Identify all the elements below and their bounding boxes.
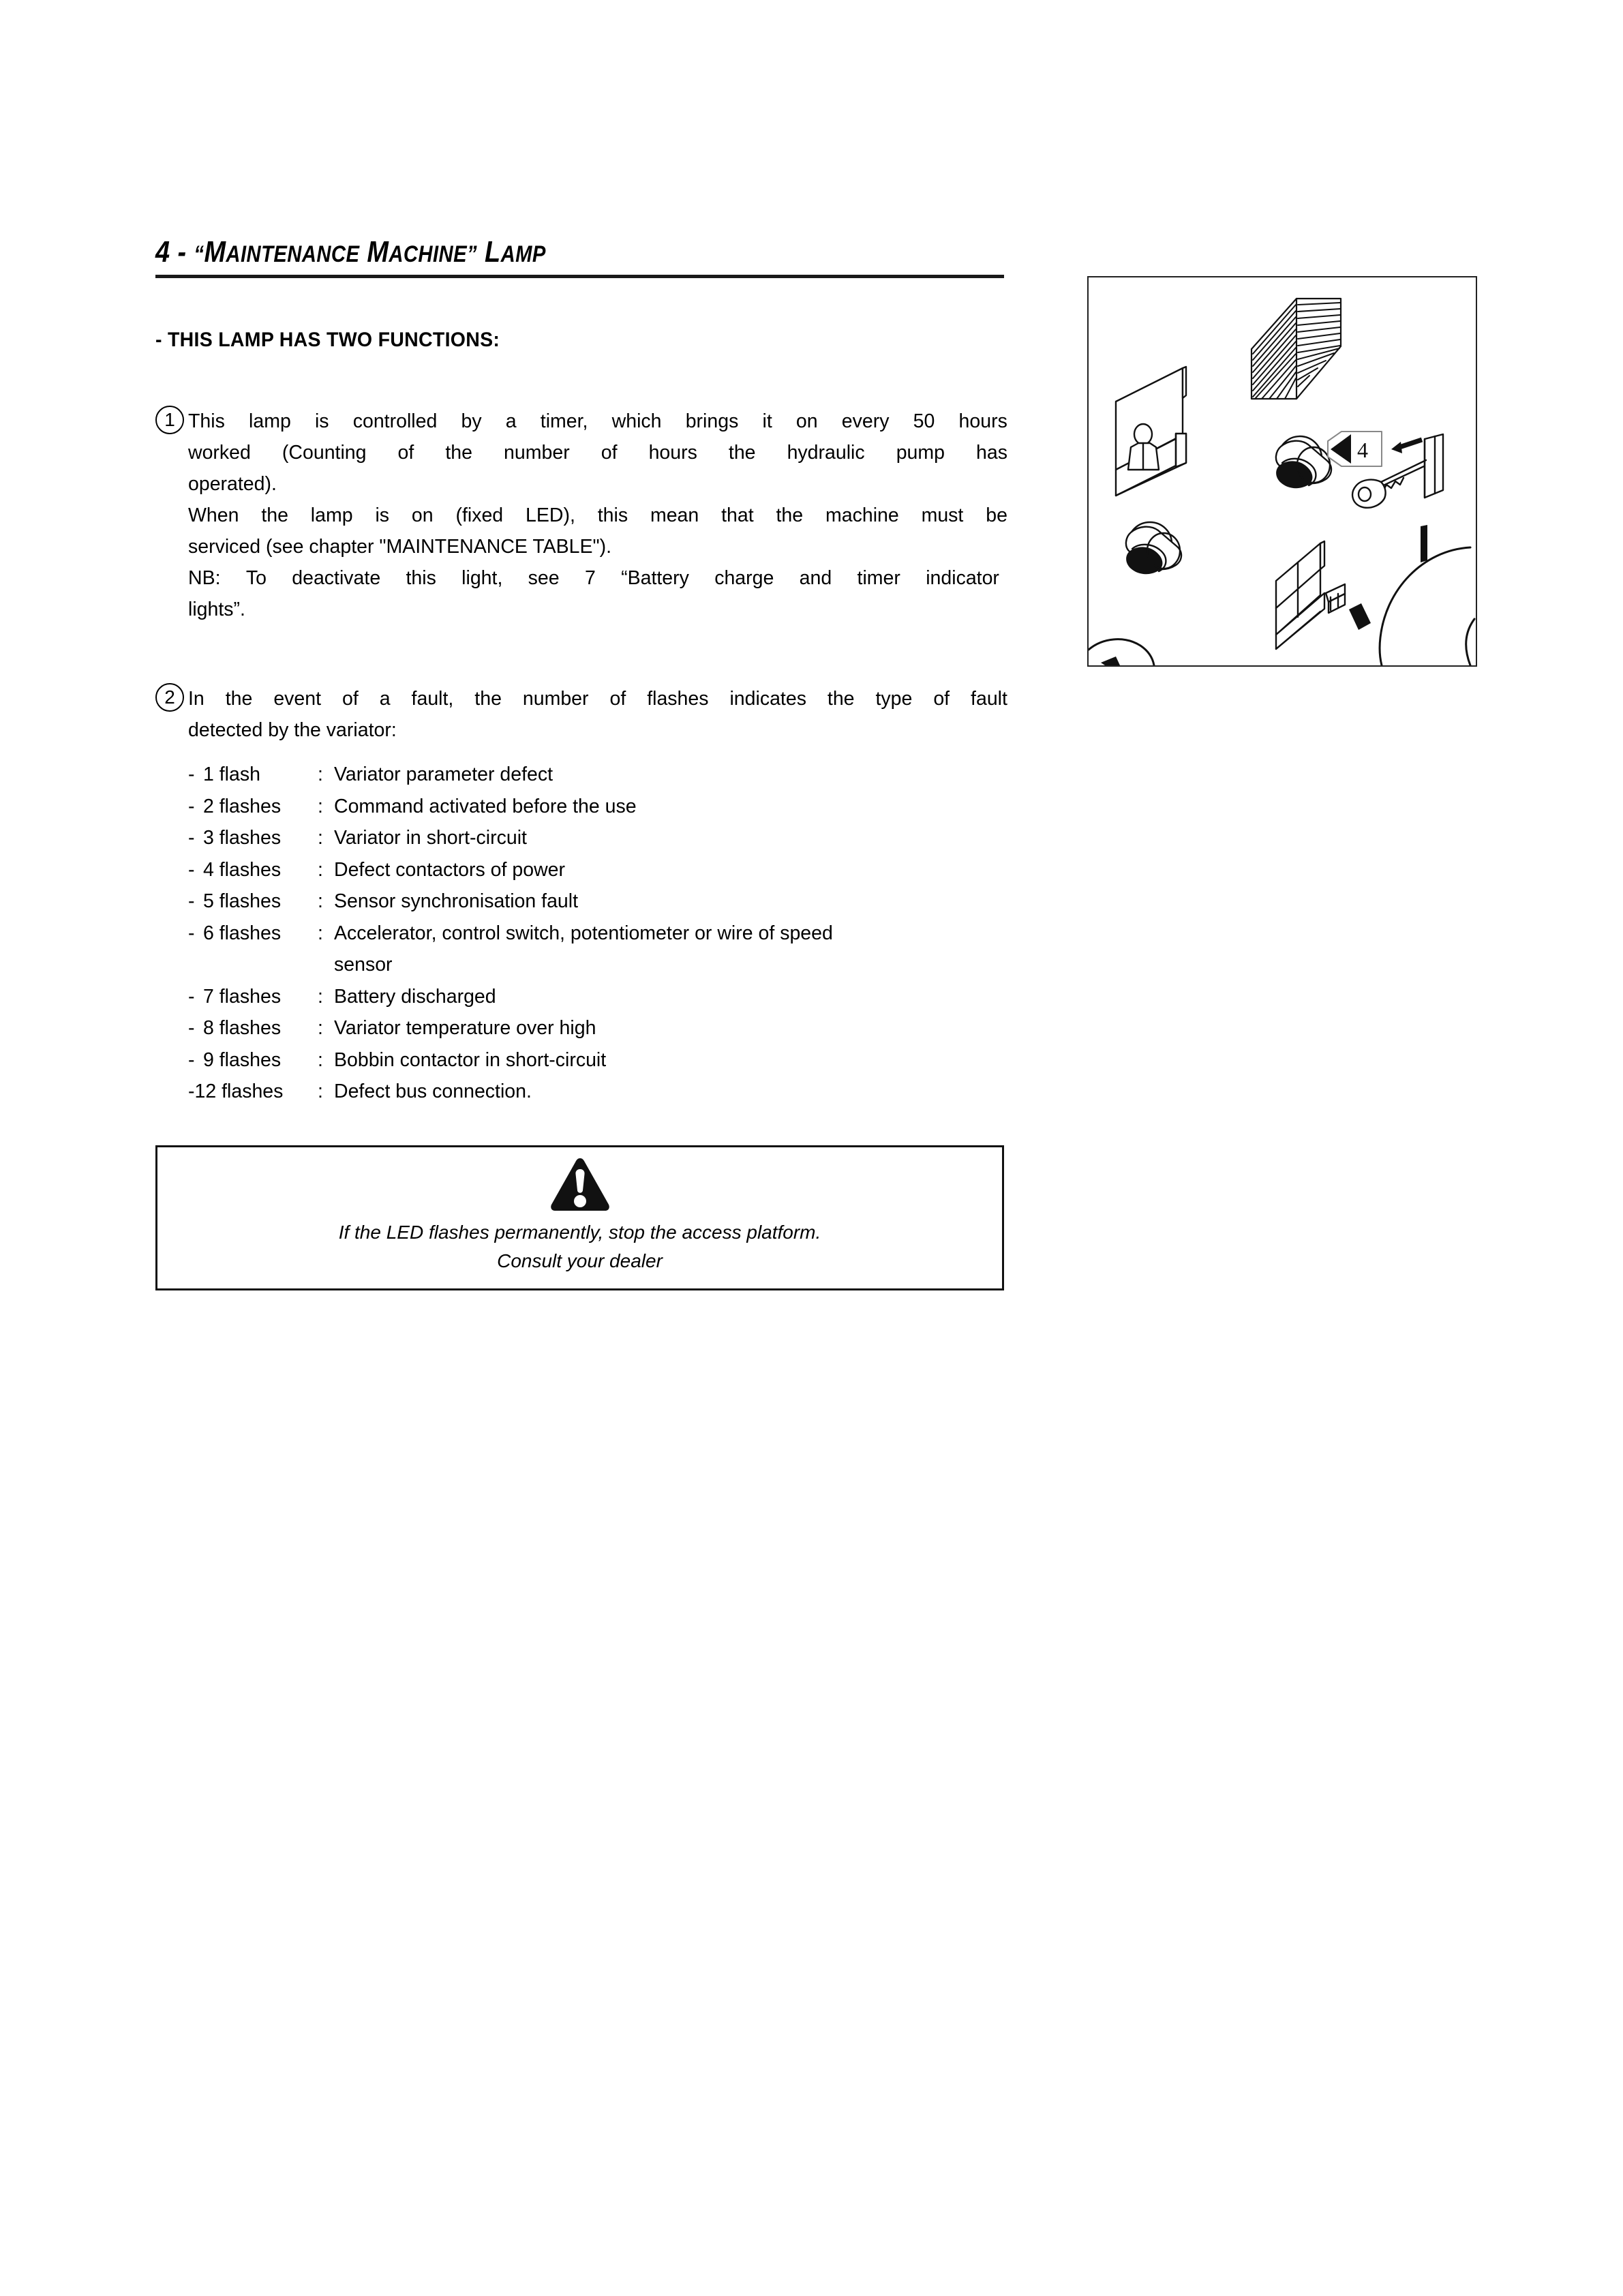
flash-row-description: Variator parameter defect: [334, 764, 553, 785]
fuse-panel: [1276, 541, 1371, 649]
w: of: [933, 688, 950, 710]
w: (Counting: [282, 442, 367, 464]
w: is: [314, 410, 329, 432]
warning-text-block: [157, 1218, 1002, 1275]
w: indicator: [926, 567, 999, 589]
item-1-line-5: serviced (see chapter "MAINTENANCE TABLE").: [188, 536, 612, 558]
warning-callout-box: [155, 1145, 1004, 1290]
w: which: [611, 410, 662, 432]
flash-row-separator: :: [318, 922, 323, 944]
w: event: [273, 688, 322, 710]
flash-list-row: [188, 918, 833, 950]
flash-row-dash: -: [188, 890, 195, 912]
title-quote-close: ”: [467, 241, 478, 267]
flash-row-separator: :: [318, 1017, 323, 1039]
w: lamp: [310, 504, 353, 526]
item-1-line-1: [188, 406, 1007, 437]
w: light,: [461, 567, 503, 589]
numbered-item-2: [155, 683, 1007, 746]
flash-row-count: 8 flashes: [203, 1017, 282, 1039]
w: mean: [650, 504, 699, 526]
w: LED),: [526, 504, 575, 526]
indicator-lamp-upper: [1276, 436, 1331, 488]
flash-row-continuation: sensor: [334, 954, 393, 976]
w: a: [379, 688, 391, 710]
w: the: [445, 442, 472, 464]
flash-row-description: Sensor synchronisation fault: [334, 890, 579, 912]
flash-row-description: Defect bus connection.: [334, 1081, 532, 1102]
item-1-line-3: operated).: [188, 473, 277, 495]
item-2-line-1: [188, 683, 1007, 714]
flash-list-row: [188, 886, 833, 918]
w: be: [986, 504, 1007, 526]
w: controlled: [352, 410, 438, 432]
flash-row-count: 3 flashes: [203, 827, 282, 849]
black-tab: [1421, 525, 1427, 562]
flash-list-row: [188, 854, 833, 886]
section-title: [155, 237, 1004, 267]
w: flashes: [647, 688, 709, 710]
flash-list-row: [188, 791, 833, 823]
w: every: [841, 410, 890, 432]
w: the: [776, 504, 804, 526]
w: NB:: [188, 567, 221, 589]
flash-row-dash: -: [188, 1048, 195, 1071]
w: this: [597, 504, 628, 526]
warning-line-2: Consult your dealer: [497, 1250, 663, 1271]
flash-row-separator: :: [318, 890, 323, 912]
flash-list-row-last: [188, 1076, 833, 1108]
w: of: [609, 688, 626, 710]
w: number: [504, 442, 570, 464]
grille-panel: [1252, 299, 1341, 399]
w: timer: [857, 567, 900, 589]
w: it: [762, 410, 772, 432]
section-title-text: [155, 237, 885, 267]
item-1-line-7: lights”.: [188, 599, 245, 620]
flash-row-count: 9 flashes: [203, 1048, 282, 1071]
section-title-dash: [170, 235, 177, 269]
flash-list-row: [188, 1012, 833, 1044]
title-space2: [359, 235, 367, 269]
title-word3-cap: L: [485, 235, 501, 269]
item-1-line-4: [188, 500, 1007, 531]
w: number: [522, 688, 589, 710]
title-space: [186, 235, 194, 269]
w: charge: [714, 567, 774, 589]
w: 50: [913, 410, 935, 432]
flash-row-count: 4 flashes: [203, 858, 282, 881]
w: timer,: [540, 410, 588, 432]
w: hours: [958, 410, 1007, 432]
item-1-line-6: [188, 562, 999, 594]
fault-flash-list: [188, 759, 833, 1108]
flash-row-description: Accelerator, control switch, potentiometer or wire of speed: [334, 922, 833, 944]
flash-row-count: -12 flashes: [188, 1081, 284, 1102]
w: has: [976, 442, 1007, 464]
w: the: [474, 688, 502, 710]
title-word3-rest: AMP: [500, 241, 546, 267]
w: When: [188, 504, 239, 526]
flash-row-separator: :: [318, 985, 323, 1008]
item-number-badge-2: 2: [155, 683, 184, 712]
flash-row-count: 2 flashes: [203, 795, 282, 817]
flash-list-row: [188, 822, 833, 854]
flash-row-count: 5 flashes: [203, 890, 282, 912]
w: by: [461, 410, 482, 432]
w: fault,: [411, 688, 454, 710]
warning-triangle-icon: [549, 1157, 611, 1213]
w: machine: [825, 504, 899, 526]
w: the: [728, 442, 756, 464]
section-title-rule: [155, 275, 1004, 278]
flash-row-description: Bobbin contactor in short-circuit: [334, 1048, 607, 1071]
w: In: [188, 688, 204, 710]
flash-list-row: [188, 1044, 833, 1076]
w: type: [875, 688, 913, 710]
flash-list-row: [188, 981, 833, 1013]
flash-row-dash: -: [188, 858, 195, 881]
title-word2-cap: M: [367, 235, 389, 269]
w: hours: [648, 442, 697, 464]
w: deactivate: [292, 567, 381, 589]
flash-row-description: Battery discharged: [334, 985, 496, 1008]
flash-row-separator: :: [318, 1081, 323, 1102]
w: hydraulic: [787, 442, 865, 464]
flash-row-description: Defect contactors of power: [334, 858, 565, 881]
w: “Battery: [621, 567, 689, 589]
w: of: [397, 442, 414, 464]
flash-row-count: 6 flashes: [203, 922, 282, 944]
warning-line-1: If the LED flashes permanently, stop the access platform.: [338, 1222, 821, 1243]
flash-row-dash: -: [188, 795, 195, 817]
title-space3: [477, 235, 485, 269]
title-word1-cap: M: [204, 235, 226, 269]
w: worked: [188, 442, 251, 464]
flash-row-separator: :: [318, 827, 323, 849]
illustration-panel: [1087, 276, 1477, 667]
title-word2-rest: ACHINE: [389, 241, 468, 267]
section-number: 4: [155, 235, 170, 269]
flash-row-separator: :: [318, 858, 323, 881]
item-1-line-2: [188, 437, 1007, 468]
item-2-line-2: detected by the variator:: [188, 719, 397, 741]
w: the: [261, 504, 288, 526]
title-quote-open: “: [194, 241, 204, 267]
w: 7: [584, 567, 596, 589]
w: must: [921, 504, 964, 526]
w: fault: [971, 688, 1007, 710]
item-number-badge-1: 1: [155, 406, 184, 434]
flash-row-count: 1 flash: [203, 764, 260, 785]
flash-row-count: 7 flashes: [203, 985, 282, 1008]
flash-row-separator: :: [318, 764, 323, 785]
flash-row-separator: :: [318, 795, 323, 817]
w: To: [245, 567, 267, 589]
w: on: [411, 504, 434, 526]
numbered-item-1: [155, 406, 1007, 625]
w: indicates: [729, 688, 806, 710]
flash-row-dash: -: [188, 922, 195, 944]
w: a: [505, 410, 517, 432]
display-screen: [1116, 367, 1186, 496]
w: and: [799, 567, 832, 589]
w: of: [342, 688, 359, 710]
flash-row-dash: -: [188, 1017, 195, 1039]
w: lamp: [249, 410, 291, 432]
title-word1-rest: AINTENANCE: [226, 241, 360, 267]
flash-row-description: Variator temperature over high: [334, 1017, 596, 1039]
flash-row-dash: -: [188, 764, 195, 785]
flash-row-description: Command activated before the use: [334, 795, 637, 817]
item-2-body: [188, 683, 1007, 746]
control-panel-line-drawing: [1089, 277, 1476, 665]
w: brings: [685, 410, 739, 432]
flash-row-description: Variator in short-circuit: [334, 827, 527, 849]
w: the: [827, 688, 855, 710]
flash-row-separator: :: [318, 1048, 323, 1071]
flash-list-row: [188, 759, 833, 791]
indicator-lamp-lower: [1126, 522, 1181, 574]
w: see: [528, 567, 560, 589]
callout-marker-4: [1328, 432, 1382, 466]
w: this: [406, 567, 436, 589]
w: is: [375, 504, 390, 526]
flash-row-dash: -: [188, 985, 195, 1008]
w: (fixed: [455, 504, 504, 526]
callout-number-text: 4: [1357, 438, 1368, 462]
subtitle-heading: - THIS LAMP HAS TWO FUNCTIONS:: [155, 329, 500, 351]
w: that: [721, 504, 754, 526]
item-1-body: [188, 406, 1007, 625]
w: This: [188, 410, 225, 432]
w: on: [795, 410, 818, 432]
w: pump: [896, 442, 945, 464]
w: of: [601, 442, 618, 464]
w: the: [225, 688, 253, 710]
title-dash: -: [177, 235, 187, 269]
flash-row-dash: -: [188, 827, 195, 849]
